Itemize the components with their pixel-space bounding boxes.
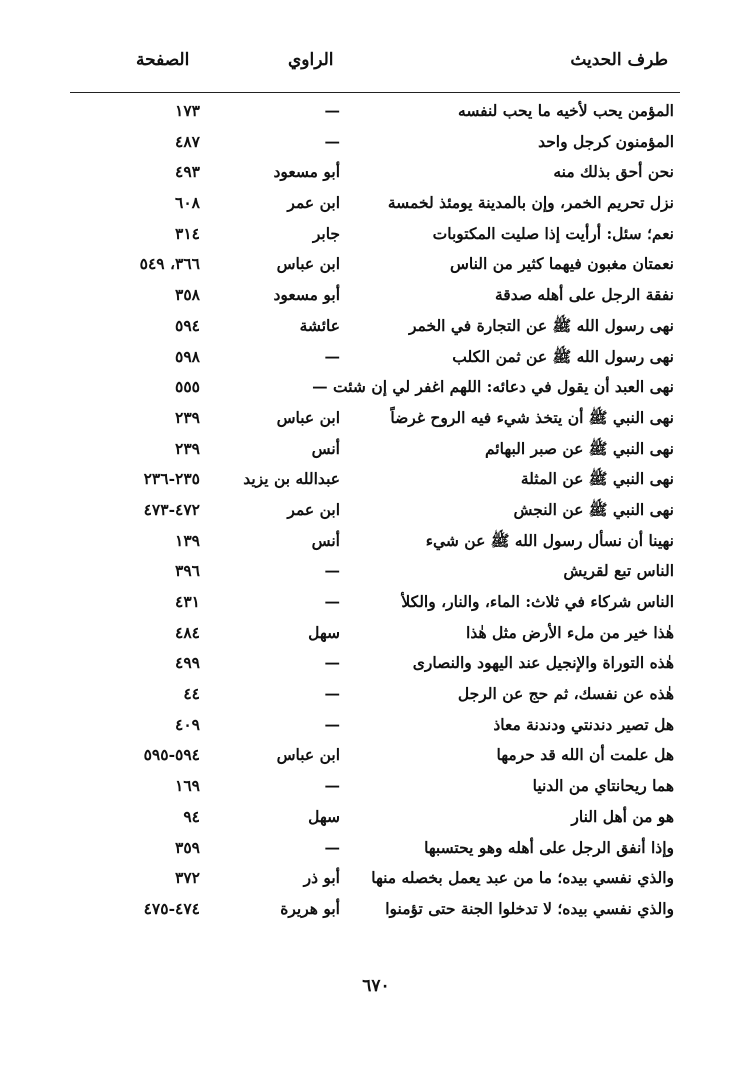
- hadith-cell: المؤمن يحب لأخيه ما يحب لنفسه: [458, 101, 674, 120]
- hadith-cell: هما ريحانتاي من الدنيا: [532, 776, 674, 796]
- table-row: [0, 740, 752, 771]
- narrator-cell: —: [324, 592, 340, 611]
- narrator-cell: —: [324, 684, 340, 704]
- narrator-cell: أنس: [311, 530, 340, 550]
- narrator-cell: —: [324, 561, 340, 581]
- narrator-cell: —: [324, 837, 340, 857]
- table-row: [0, 679, 752, 710]
- table-row: [0, 526, 752, 557]
- table-row: [0, 434, 752, 465]
- hadith-cell: المؤمنون كرجل واحد: [538, 131, 674, 151]
- hadith-cell: نهى العبد أن يقول في دعائه: اللهم اغفر لي إن شئت —: [312, 377, 674, 397]
- index-table-body: [0, 96, 752, 925]
- page-cell: ٩٤: [183, 806, 200, 826]
- hadith-cell: هٰذه التوراة والإنجيل عند اليهود والنصارى: [412, 653, 674, 673]
- narrator-cell: أبو هريرة: [280, 898, 340, 918]
- table-header: [0, 50, 752, 82]
- table-row: [0, 464, 752, 495]
- narrator-cell: ابن عمر: [287, 499, 340, 519]
- hadith-cell: نزل تحريم الخمر، وإن بالمدينة يومئذ لخمسة: [387, 193, 674, 213]
- table-row: [0, 372, 752, 403]
- page-cell: ٤٩٣: [175, 162, 200, 182]
- hadith-cell: نهى النبي ﷺ عن صبر البهائم: [484, 438, 674, 458]
- hadith-cell: هٰذا خير من ملء الأرض مثل هٰذا: [466, 622, 674, 642]
- narrator-cell: ابن عباس: [276, 407, 340, 427]
- table-row: [0, 188, 752, 219]
- hadith-cell: هٰذه عن نفسك، ثم حج عن الرجل: [457, 684, 674, 704]
- table-row: [0, 96, 752, 127]
- page-cell: ٤٤: [183, 684, 200, 704]
- page-cell: ١٧٣: [175, 101, 200, 120]
- page-cell: ٣٧٢: [175, 868, 200, 888]
- table-row: [0, 342, 752, 373]
- table-row: [0, 157, 752, 188]
- page-cell: ٤٠٩: [175, 714, 200, 734]
- hadith-cell: نعمتان مغبون فيهما كثير من الناس: [449, 254, 674, 274]
- header-hadith: طرف الحديث: [570, 50, 668, 70]
- hadith-cell: نعم؛ سئل: أرأيت إذا صليت المكتوبات: [432, 223, 674, 243]
- hadith-cell: نفقة الرجل على أهله صدقة: [494, 285, 674, 305]
- narrator-cell: —: [324, 776, 340, 796]
- hadith-cell: هل تصير دندنتي ودندنة معاذ: [493, 714, 674, 734]
- narrator-cell: أبو ذر: [303, 868, 340, 888]
- page-cell: ٢٣٩: [175, 407, 200, 427]
- table-row: [0, 587, 752, 618]
- narrator-cell: أنس: [311, 438, 340, 458]
- hadith-cell: نحن أحق بذلك منه: [553, 162, 674, 182]
- narrator-cell: —: [324, 131, 340, 151]
- table-row: [0, 311, 752, 342]
- narrator-cell: سهل: [308, 806, 340, 826]
- narrator-cell: ابن عباس: [276, 254, 340, 274]
- hadith-cell: نهينا أن نسأل رسول الله ﷺ عن شيء: [425, 530, 674, 550]
- table-row: [0, 648, 752, 679]
- hadith-cell: والذي نفسي بيده؛ ما من عبد يعمل بخصله منها: [371, 868, 674, 888]
- hadith-cell: نهى النبي ﷺ عن المثلة: [520, 469, 674, 489]
- page-cell: ٣١٤: [175, 223, 200, 243]
- page-cell: ١٦٩: [175, 776, 200, 796]
- page-cell: ٦٠٨: [175, 193, 200, 213]
- hadith-cell: نهى رسول الله ﷺ عن ثمن الكلب: [452, 346, 674, 366]
- table-row: [0, 710, 752, 741]
- hadith-cell: والذي نفسي بيده؛ لا تدخلوا الجنة حتى تؤمنوا: [385, 898, 674, 918]
- narrator-cell: ابن عباس: [276, 745, 340, 765]
- page-cell: ٤٨٤: [175, 622, 200, 642]
- page-cell: ٣٥٩: [175, 837, 200, 857]
- page-cell: ٣٩٦: [175, 561, 200, 581]
- page-cell: ٣٦٦، ٥٤٩: [139, 254, 200, 274]
- narrator-cell: —: [324, 346, 340, 366]
- page-cell: ٥٩٤-٥٩٥: [143, 745, 200, 765]
- page-cell: ٤٧٢-٤٧٣: [143, 499, 200, 519]
- hadith-cell: الناس تبع لقريش: [563, 561, 674, 581]
- page-cell: ٢٣٩: [175, 438, 200, 458]
- page-cell: ٢٣٥-٢٣٦: [143, 469, 200, 489]
- table-row: [0, 771, 752, 802]
- narrator-cell: جابر: [312, 223, 340, 243]
- narrator-cell: —: [324, 101, 340, 120]
- table-row: [0, 833, 752, 864]
- table-row: [0, 618, 752, 649]
- hadith-cell: هو من أهل النار: [571, 806, 674, 826]
- page-cell: ٤٧٤-٤٧٥: [143, 898, 200, 918]
- table-row: [0, 127, 752, 158]
- table-row: [0, 863, 752, 894]
- table-row: [0, 280, 752, 311]
- header-page: الصفحة: [136, 50, 190, 70]
- narrator-cell: عائشة: [299, 315, 340, 335]
- hadith-cell: نهى النبي ﷺ عن النجش: [513, 499, 674, 519]
- narrator-cell: ابن عمر: [287, 193, 340, 213]
- header-narrator: الراوي: [288, 50, 334, 70]
- page-cell: ٤٣١: [175, 592, 200, 611]
- table-row: [0, 495, 752, 526]
- table-row: [0, 403, 752, 434]
- hadith-cell: نهى النبي ﷺ أن يتخذ شيء فيه الروح غرضاً: [390, 407, 674, 427]
- page-cell: ٥٥٥: [175, 377, 200, 397]
- narrator-cell: أبو مسعود: [273, 162, 340, 182]
- page-cell: ٣٥٨: [175, 285, 200, 305]
- table-row: [0, 894, 752, 925]
- narrator-cell: —: [324, 714, 340, 734]
- page-cell: ١٣٩: [175, 530, 200, 550]
- hadith-cell: الناس شركاء في ثلاث: الماء، والنار، والكلأ: [401, 592, 674, 611]
- hadith-cell: نهى رسول الله ﷺ عن التجارة في الخمر: [408, 315, 674, 335]
- table-row: [0, 219, 752, 250]
- table-row: [0, 249, 752, 280]
- hadith-cell: وإذا أنفق الرجل على أهله وهو يحتسبها: [424, 837, 674, 857]
- table-row: [0, 802, 752, 833]
- narrator-cell: —: [324, 653, 340, 673]
- narrator-cell: عبدالله بن يزيد: [243, 469, 340, 489]
- page-cell: ٥٩٤: [175, 315, 200, 335]
- page-cell: ٤٨٧: [175, 131, 200, 151]
- narrator-cell: أبو مسعود: [273, 285, 340, 305]
- page-cell: ٤٩٩: [175, 653, 200, 673]
- header-rule: [70, 92, 680, 93]
- table-row: [0, 556, 752, 587]
- narrator-cell: سهل: [308, 622, 340, 642]
- hadith-cell: هل علمت أن الله قد حرمها: [496, 745, 674, 765]
- page-cell: ٥٩٨: [175, 346, 200, 366]
- page-number: ٦٧٠: [362, 976, 390, 996]
